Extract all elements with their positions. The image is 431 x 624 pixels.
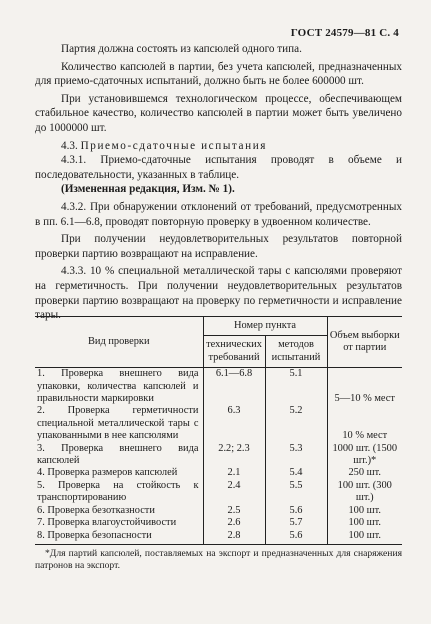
cell-method: 5.4 bbox=[265, 467, 327, 479]
cell-sample: 100 шт. (300 шт.) bbox=[327, 480, 402, 505]
cell-method: 5.6 bbox=[265, 530, 327, 545]
cell-method: 5.3 bbox=[265, 443, 327, 468]
cell-req: 6.3 bbox=[203, 405, 265, 442]
table-row bbox=[35, 530, 402, 545]
paragraph: Партия должна состоять из капсюлей одного типа. bbox=[61, 43, 302, 55]
footnote: *Для партий капсюлей, поставляемых на экспорт и предназначенных для снаряжения патронов на экспорт. bbox=[35, 548, 402, 571]
table-row bbox=[35, 443, 402, 468]
paragraph: 4.3.1. Приемо-сдаточные испытания проводят в объеме и последовательности, указанных в таблице. bbox=[35, 154, 402, 181]
paragraph: 4.3.3. 10 % специальной металлической тары с капсюлями проверяют на герметичность. При получении неудовлетворительных результатов проверки партию возвращают на проверку по герметичности и исправление тары. bbox=[35, 265, 402, 322]
cell-req: 2.6 bbox=[203, 517, 265, 529]
cell-sample: 1000 шт. (1500 шт.)* bbox=[327, 443, 402, 468]
revision-note: (Измененная редакция, Изм. № 1). bbox=[61, 183, 235, 196]
cell-sample: 100 шт. bbox=[327, 530, 402, 545]
header-test-methods: методов испытаний bbox=[265, 336, 327, 368]
table-row bbox=[35, 505, 402, 517]
paragraph: При установившемся технологическом процессе, обеспечивающем стабильное качество, количество капсюлей в партии может быть увеличено до 1000000 шт. bbox=[35, 92, 402, 134]
cell-sample: 100 шт. bbox=[327, 517, 402, 529]
cell-sample: 100 шт. bbox=[327, 505, 402, 517]
cell-method: 5.5 bbox=[265, 480, 327, 505]
cell-sample: 5—10 % мест bbox=[327, 368, 402, 406]
paragraph: Количество капсюлей в партии, без учета капсюлей, предназначенных для приемо-сдаточных испытаний, должно быть не более 600000 шт. bbox=[35, 60, 402, 88]
cell-req: 2.1 bbox=[203, 467, 265, 479]
cell-check-name: 3. Проверка внешнего вида капсюлей bbox=[37, 442, 199, 467]
table-row bbox=[35, 368, 402, 406]
table-row bbox=[35, 480, 402, 505]
cell-method: 5.2 bbox=[265, 405, 327, 442]
cell-check-name: 8. Проверка безопасности bbox=[37, 529, 152, 541]
cell-req: 2.2; 2.3 bbox=[203, 443, 265, 468]
cell-req: 6.1—6.8 bbox=[203, 368, 265, 406]
header-technical-req: технических требований bbox=[203, 336, 265, 368]
tests-table bbox=[35, 316, 402, 545]
cell-check-name: 2. Проверка герметичности специальной металлической тары с упакованными в нее капсюлями bbox=[37, 405, 199, 442]
cell-check-name: 1. Проверка внешнего вида упаковки, количества капсюлей и правильности маркировки bbox=[37, 368, 199, 405]
cell-check-name: 4. Проверка размеров капсюлей bbox=[37, 467, 178, 479]
cell-method: 5.6 bbox=[265, 505, 327, 517]
cell-req: 2.5 bbox=[203, 505, 265, 517]
cell-check-name: 7. Проверка влагоустойчивости bbox=[37, 517, 177, 529]
cell-sample: 10 % мест bbox=[327, 405, 402, 442]
cell-sample: 250 шт. bbox=[327, 467, 402, 479]
cell-check-name: 5. Проверка на стойкость к транспортированию bbox=[37, 479, 199, 504]
header-item-number: Номер пункта bbox=[203, 317, 327, 336]
cell-method: 5.7 bbox=[265, 517, 327, 529]
cell-check-name: 6. Проверка безотказности bbox=[37, 504, 155, 516]
header-sample-volume: Объем выборки от партии bbox=[327, 317, 402, 368]
cell-req: 2.8 bbox=[203, 530, 265, 545]
page-header: ГОСТ 24579—81 С. 4 bbox=[290, 27, 399, 39]
section-title: Приемо-сдаточные испытания bbox=[80, 139, 268, 152]
paragraph: При получении неудовлетворительных результатов повторной проверки партию возвращают на исправление. bbox=[35, 233, 402, 260]
paragraph: 4.3.2. При обнаружении отклонений от требований, предусмотренных в пп. 6.1—6.8, проводят повторную проверку в удвоенном количестве. bbox=[35, 200, 402, 228]
table-row bbox=[35, 467, 402, 479]
header-check-type: Вид проверки bbox=[35, 317, 203, 368]
table-row bbox=[35, 517, 402, 529]
table-row bbox=[35, 405, 402, 442]
section-heading bbox=[35, 139, 402, 154]
cell-method: 5.1 bbox=[265, 368, 327, 406]
section-number: 4.3. bbox=[61, 139, 81, 152]
body-text bbox=[35, 42, 402, 326]
cell-req: 2.4 bbox=[203, 480, 265, 505]
